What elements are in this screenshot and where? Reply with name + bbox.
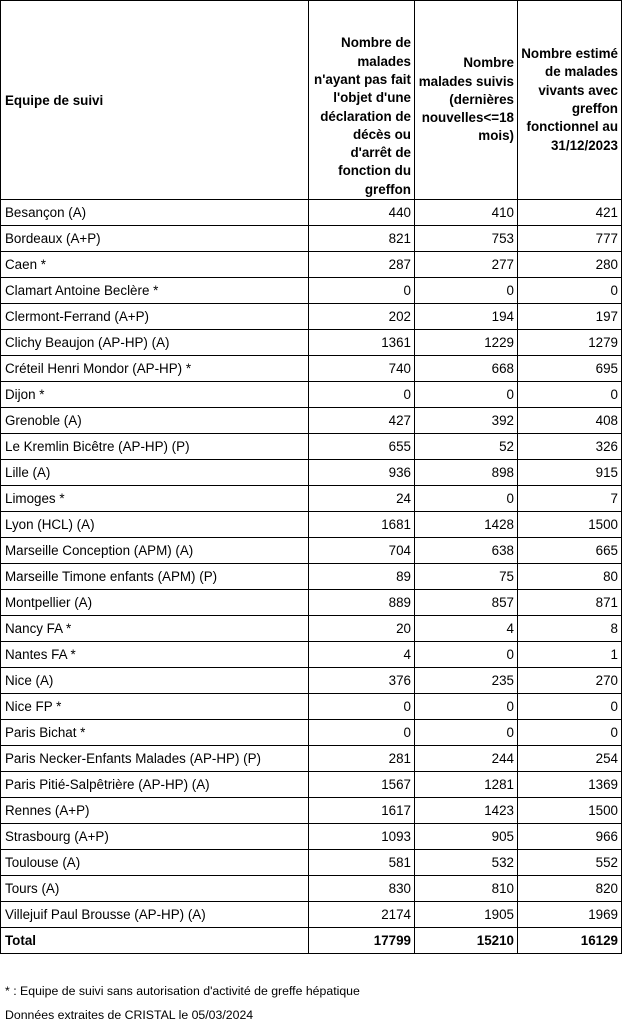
cell-non-declares: 1093 — [309, 824, 415, 850]
table-row — [1, 642, 622, 668]
cell-estimes-vivants: 1279 — [518, 330, 622, 356]
cell-non-declares: 1617 — [309, 798, 415, 824]
cell-suivis: 1428 — [415, 512, 518, 538]
cell-suivis: 75 — [415, 564, 518, 590]
cell-non-declares: 889 — [309, 590, 415, 616]
footnote-asterisk: * : Equipe de suivi sans autorisation d'activité de greffe hépatique — [5, 984, 360, 998]
cell-suivis: 0 — [415, 278, 518, 304]
cell-suivis: 0 — [415, 720, 518, 746]
table-row — [1, 772, 622, 798]
cell-non-declares: 1361 — [309, 330, 415, 356]
cell-suivis: 410 — [415, 200, 518, 226]
table-row — [1, 382, 622, 408]
cell-non-declares: 0 — [309, 278, 415, 304]
cell-equipe: Nantes FA * — [1, 642, 309, 668]
cell-suivis: 244 — [415, 746, 518, 772]
cell-estimes-vivants: 197 — [518, 304, 622, 330]
cell-equipe: Lyon (HCL) (A) — [1, 512, 309, 538]
cell-estimes-vivants: 7 — [518, 486, 622, 512]
table-row — [1, 330, 622, 356]
cell-suivis: 4 — [415, 616, 518, 642]
cell-estimes-vivants: 915 — [518, 460, 622, 486]
cell-non-declares: 2174 — [309, 902, 415, 928]
column-header-estimes-vivants: Nombre estimé de malades vivants avec greffon fonctionnel au 31/12/2023 — [518, 1, 622, 200]
cell-estimes-vivants: 0 — [518, 382, 622, 408]
table-row — [1, 200, 622, 226]
cell-non-declares: 24 — [309, 486, 415, 512]
cell-estimes-vivants: 1500 — [518, 512, 622, 538]
cell-equipe: Bordeaux (A+P) — [1, 226, 309, 252]
cell-non-declares: 0 — [309, 720, 415, 746]
cell-non-declares: 440 — [309, 200, 415, 226]
cell-non-declares: 936 — [309, 460, 415, 486]
cell-equipe: Nice FP * — [1, 694, 309, 720]
cell-estimes-vivants: 408 — [518, 408, 622, 434]
cell-equipe: Villejuif Paul Brousse (AP-HP) (A) — [1, 902, 309, 928]
cell-non-declares: 740 — [309, 356, 415, 382]
cell-estimes-vivants: 665 — [518, 538, 622, 564]
cell-equipe: Marseille Conception (APM) (A) — [1, 538, 309, 564]
cell-equipe: Créteil Henri Mondor (AP-HP) * — [1, 356, 309, 382]
cell-equipe: Clichy Beaujon (AP-HP) (A) — [1, 330, 309, 356]
cell-estimes-vivants: 0 — [518, 278, 622, 304]
table-row — [1, 538, 622, 564]
cell-equipe: Rennes (A+P) — [1, 798, 309, 824]
cell-non-declares: 704 — [309, 538, 415, 564]
cell-non-declares: 0 — [309, 382, 415, 408]
cell-equipe: Besançon (A) — [1, 200, 309, 226]
table-row — [1, 876, 622, 902]
cell-non-declares: 4 — [309, 642, 415, 668]
cell-estimes-vivants: 966 — [518, 824, 622, 850]
cell-estimes-vivants: 280 — [518, 252, 622, 278]
cell-equipe: Tours (A) — [1, 876, 309, 902]
table-row — [1, 304, 622, 330]
column-header-non-declares: Nombre de malades n'ayant pas fait l'objet d'une déclaration de décès ou d'arrêt de fonction du greffon — [309, 1, 415, 200]
table-row — [1, 356, 622, 382]
cell-suivis: 810 — [415, 876, 518, 902]
table-row — [1, 694, 622, 720]
cell-estimes-vivants: 1500 — [518, 798, 622, 824]
table-row — [1, 252, 622, 278]
total-cell-estimes-vivants: 16129 — [518, 928, 622, 954]
table-row — [1, 226, 622, 252]
cell-equipe: Caen * — [1, 252, 309, 278]
header-row — [1, 1, 622, 200]
cell-equipe: Montpellier (A) — [1, 590, 309, 616]
table-row — [1, 616, 622, 642]
cell-estimes-vivants: 326 — [518, 434, 622, 460]
cell-suivis: 898 — [415, 460, 518, 486]
cell-suivis: 0 — [415, 486, 518, 512]
table-row — [1, 512, 622, 538]
cell-non-declares: 20 — [309, 616, 415, 642]
total-cell-suivis: 15210 — [415, 928, 518, 954]
cell-equipe: Le Kremlin Bicêtre (AP-HP) (P) — [1, 434, 309, 460]
cell-estimes-vivants: 871 — [518, 590, 622, 616]
cell-non-declares: 0 — [309, 694, 415, 720]
cell-estimes-vivants: 1969 — [518, 902, 622, 928]
cell-suivis: 52 — [415, 434, 518, 460]
cell-suivis: 194 — [415, 304, 518, 330]
table-row — [1, 850, 622, 876]
cell-equipe: Toulouse (A) — [1, 850, 309, 876]
cell-suivis: 235 — [415, 668, 518, 694]
table-row — [1, 564, 622, 590]
cell-non-declares: 655 — [309, 434, 415, 460]
cell-estimes-vivants: 0 — [518, 720, 622, 746]
cell-estimes-vivants: 421 — [518, 200, 622, 226]
table-row — [1, 824, 622, 850]
cell-suivis: 857 — [415, 590, 518, 616]
total-cell-equipe: Total — [1, 928, 309, 954]
cell-estimes-vivants: 0 — [518, 694, 622, 720]
cell-suivis: 1229 — [415, 330, 518, 356]
table-body — [1, 200, 622, 954]
cell-equipe: Paris Bichat * — [1, 720, 309, 746]
cell-equipe: Paris Pitié-Salpêtrière (AP-HP) (A) — [1, 772, 309, 798]
cell-non-declares: 427 — [309, 408, 415, 434]
cell-estimes-vivants: 254 — [518, 746, 622, 772]
cell-non-declares: 821 — [309, 226, 415, 252]
cell-equipe: Dijon * — [1, 382, 309, 408]
table-row — [1, 798, 622, 824]
cell-suivis: 1423 — [415, 798, 518, 824]
cell-suivis: 277 — [415, 252, 518, 278]
cell-non-declares: 1567 — [309, 772, 415, 798]
table-row — [1, 590, 622, 616]
cell-estimes-vivants: 820 — [518, 876, 622, 902]
cell-estimes-vivants: 1369 — [518, 772, 622, 798]
cell-suivis: 753 — [415, 226, 518, 252]
cell-suivis: 1905 — [415, 902, 518, 928]
cell-estimes-vivants: 270 — [518, 668, 622, 694]
cell-non-declares: 281 — [309, 746, 415, 772]
table-row — [1, 460, 622, 486]
cell-equipe: Nice (A) — [1, 668, 309, 694]
table-row — [1, 278, 622, 304]
cell-suivis: 0 — [415, 382, 518, 408]
cell-estimes-vivants: 1 — [518, 642, 622, 668]
cell-equipe: Paris Necker-Enfants Malades (AP-HP) (P) — [1, 746, 309, 772]
cell-suivis: 532 — [415, 850, 518, 876]
table-row — [1, 486, 622, 512]
cell-equipe: Nancy FA * — [1, 616, 309, 642]
cell-non-declares: 376 — [309, 668, 415, 694]
table-row — [1, 746, 622, 772]
cell-equipe: Lille (A) — [1, 460, 309, 486]
table-row — [1, 668, 622, 694]
cell-non-declares: 89 — [309, 564, 415, 590]
cell-suivis: 0 — [415, 694, 518, 720]
cell-non-declares: 1681 — [309, 512, 415, 538]
footnote-source: Données extraites de CRISTAL le 05/03/2024 — [5, 1008, 254, 1022]
cell-suivis: 392 — [415, 408, 518, 434]
table-row — [1, 720, 622, 746]
cell-estimes-vivants: 80 — [518, 564, 622, 590]
cell-estimes-vivants: 552 — [518, 850, 622, 876]
cell-estimes-vivants: 695 — [518, 356, 622, 382]
cell-non-declares: 287 — [309, 252, 415, 278]
column-header-equipe: Equipe de suivi — [1, 1, 309, 200]
table-row — [1, 434, 622, 460]
cell-suivis: 1281 — [415, 772, 518, 798]
cell-equipe: Strasbourg (A+P) — [1, 824, 309, 850]
cell-estimes-vivants: 8 — [518, 616, 622, 642]
cell-suivis: 0 — [415, 642, 518, 668]
cell-estimes-vivants: 777 — [518, 226, 622, 252]
total-row — [1, 928, 622, 954]
cell-equipe: Marseille Timone enfants (APM) (P) — [1, 564, 309, 590]
total-cell-non-declares: 17799 — [309, 928, 415, 954]
table-row — [1, 408, 622, 434]
cell-non-declares: 830 — [309, 876, 415, 902]
column-header-suivis: Nombre malades suivis (dernières nouvelles<=18 mois) — [415, 1, 518, 200]
cell-equipe: Grenoble (A) — [1, 408, 309, 434]
cell-equipe: Clamart Antoine Beclère * — [1, 278, 309, 304]
table-row — [1, 902, 622, 928]
cell-non-declares: 581 — [309, 850, 415, 876]
cell-suivis: 905 — [415, 824, 518, 850]
cell-non-declares: 202 — [309, 304, 415, 330]
cell-suivis: 668 — [415, 356, 518, 382]
cell-equipe: Limoges * — [1, 486, 309, 512]
cell-equipe: Clermont-Ferrand (A+P) — [1, 304, 309, 330]
cell-suivis: 638 — [415, 538, 518, 564]
